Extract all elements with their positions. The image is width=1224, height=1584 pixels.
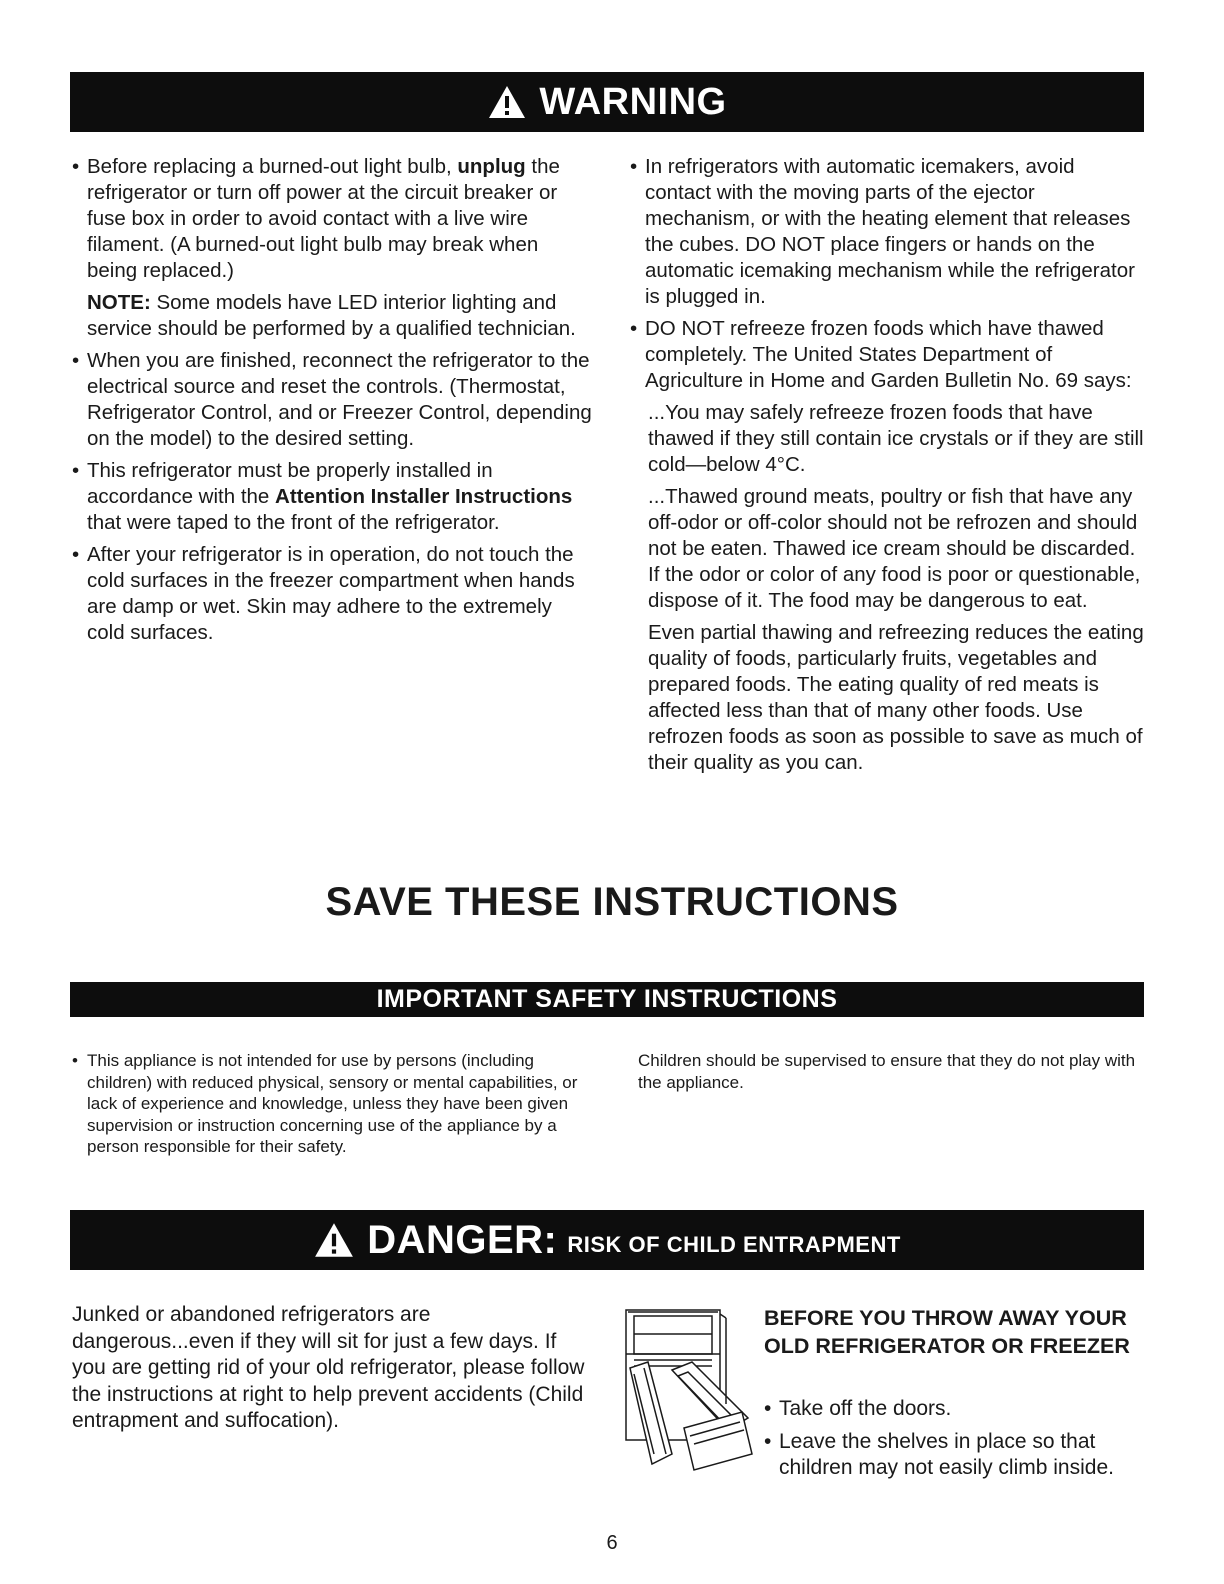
bullet: • [72, 1051, 78, 1070]
before-throw-away-list [764, 1396, 1154, 1488]
bullet: • [630, 155, 638, 178]
list-item: • Leave the shelves in place so that children may not easily climb inside. [764, 1429, 1114, 1479]
usda-quote-1: ...You may safely refreeze frozen foods that have thawed if they still contain ice crystals or if they are still cold—below 4°C. [648, 401, 1144, 476]
list-item: • In refrigerators with automatic icemakers, avoid contact with the moving parts of the ejector mechanism, or with the heating element that releases the cubes. DO NOT place fingers or hands on the automatic icemaking mechanism while the refrigerator is plugged in. [630, 155, 1135, 308]
warning-title: WARNING [539, 80, 727, 123]
warning-triangle-icon [487, 84, 527, 120]
warning-banner [70, 72, 1144, 132]
bullet: • [764, 1397, 772, 1420]
bullet: • [72, 349, 80, 372]
safety-right-column: Children should be supervised to ensure that they do not play with the appliance. [638, 1051, 1136, 1092]
danger-intro: Junked or abandoned refrigerators are dangerous...even if they will sit for just a few days. If you are getting rid of your old refrigerator, please follow the instructions at right to help prevent accidents (Child entrapment and suffocation). [72, 1303, 585, 1432]
list-item: • Take off the doors. [764, 1396, 1154, 1423]
note-paragraph: NOTE: Some models have LED interior lighting and service should be performed by a qualified technician. [87, 291, 576, 340]
list-item: • Before replacing a burned-out light bulb, unplug the refrigerator or turn off power at the circuit breaker or fuse box in order to avoid contact with a live wire filament. (A burned-out light bulb may break when being replaced.) [72, 155, 560, 282]
list-item: • This appliance is not intended for use by persons (including children) with reduced physical, sensory or mental capabilities, or lack of experience and knowledge, unless they have been given supervision or instruction concerning use of the appliance by a person responsible for their safety. [72, 1051, 578, 1156]
danger-title: DANGER: [367, 1217, 558, 1262]
list-item: • After your refrigerator is in operation, do not touch the cold surfaces in the freezer compartment when hands are damp or wet. Skin may adhere to the extremely cold surfaces. [72, 543, 575, 644]
page-number: 6 [606, 1532, 618, 1554]
bullet: • [72, 155, 80, 178]
list-item: • When you are finished, reconnect the refrigerator to the electrical source and reset the controls. (Thermostat, Refrigerator Control, and or Freezer Control, depending on the model) to the desired setting. [72, 349, 592, 450]
bullet: • [764, 1429, 772, 1453]
list-item: • DO NOT refreeze frozen foods which have thawed completely. The United States Department of Agriculture in Home and Garden Bulletin No. 69 says: [630, 317, 1132, 392]
bullet: • [72, 543, 80, 566]
warning-left-column [72, 154, 592, 652]
usda-quote-3: Even partial thawing and refreezing reduces the eating quality of foods, particularly fruits, vegetables and prepared foods. The eating quality of red meats is affected less than that of many other foods. Use refrozen foods as soon as possible to save as much of their quality as you can. [648, 621, 1144, 774]
warning-right-column [630, 154, 1145, 782]
list-item: • This refrigerator must be properly installed in accordance with the Attention Installer Instructions that were taped to the front of the refrigerator. [72, 459, 573, 534]
bullet: • [72, 459, 80, 482]
before-throw-away-heading: BEFORE YOU THROW AWAY YOUR OLD REFRIGERATOR OR FREEZER [764, 1306, 1130, 1358]
safety-title: IMPORTANT SAFETY INSTRUCTIONS [376, 985, 838, 1013]
refrigerator-illustration-icon [622, 1304, 756, 1478]
danger-banner [70, 1210, 1144, 1270]
save-instructions-heading: SAVE THESE INSTRUCTIONS [325, 880, 899, 924]
safety-banner [70, 982, 1144, 1017]
safety-left-column [72, 1050, 592, 1164]
bullet: • [630, 317, 638, 340]
usda-quote-2: ...Thawed ground meats, poultry or fish that have any off-odor or off-color should not be refrozen and should not be eaten. Thawed ice cream should be discarded. If the odor or color of any food is poor or questionable, dispose of it. The food may be dangerous to eat. [648, 485, 1141, 612]
warning-triangle-icon [313, 1221, 355, 1259]
danger-subtitle: RISK OF CHILD ENTRAPMENT [567, 1232, 901, 1257]
